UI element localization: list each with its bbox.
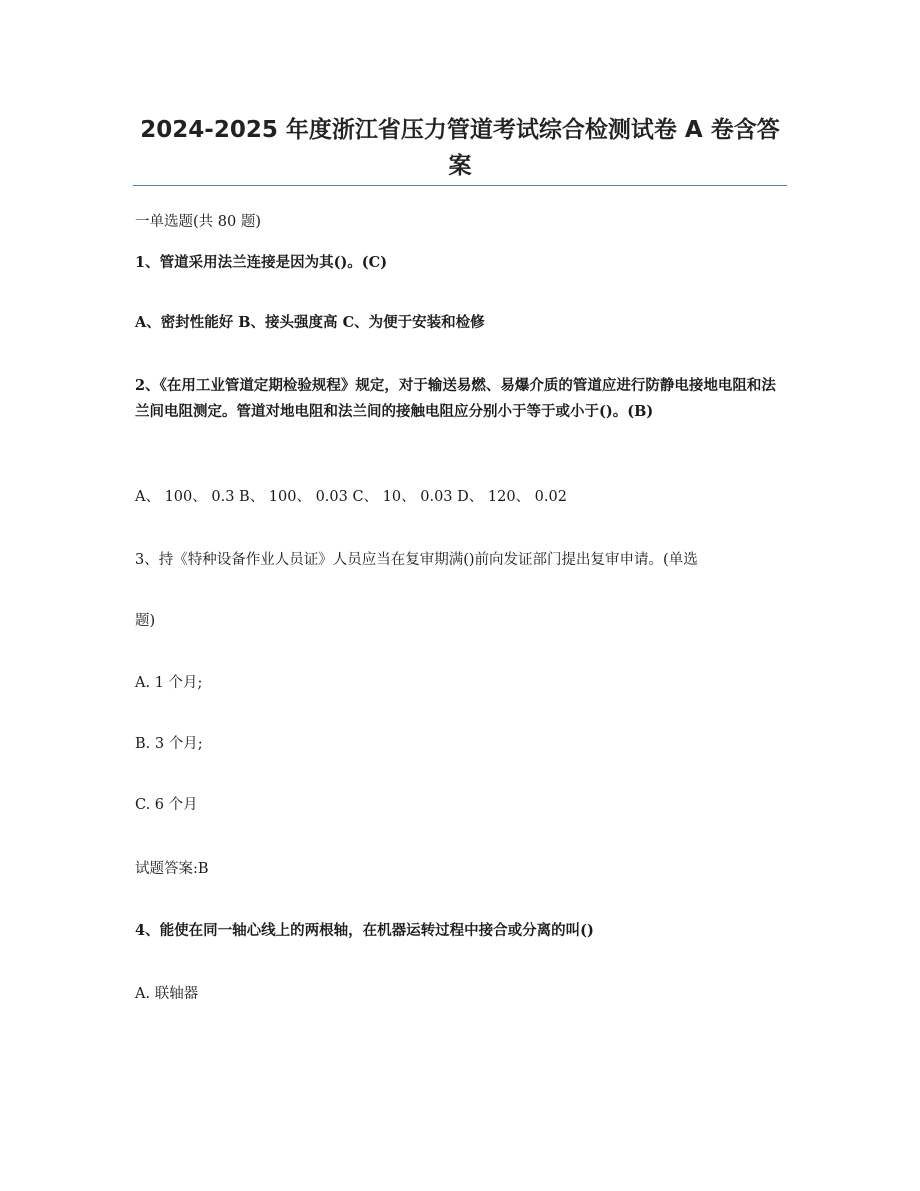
- question-4-option-a: A. 联轴器: [135, 986, 199, 1002]
- question-3-option-a: A. 1 个月;: [135, 675, 203, 691]
- section-header: 一单选题(共 80 题): [135, 214, 261, 230]
- question-3-answer: 试题答案:B: [135, 861, 209, 877]
- question-1-options: A、密封性能好 B、接头强度高 C、为便于安装和检修: [135, 314, 485, 331]
- question-3-stem-line1: 3、持《特种设备作业人员证》人员应当在复审期满()前向发证部门提出复审申请。(单选: [135, 552, 698, 568]
- document-title: 2024-2025 年度浙江省压力管道考试综合检测试卷 A 卷含答案: [140, 117, 780, 179]
- question-3-stem-line2: 题): [135, 613, 156, 629]
- question-3-option-c: C. 6 个月: [135, 797, 198, 813]
- question-4-stem: 4、能使在同一轴心线上的两根轴，在机器运转过程中接合或分离的叫(): [135, 922, 594, 939]
- question-1-stem: 1、管道采用法兰连接是因为其()。(C): [135, 254, 388, 271]
- title-divider: [133, 185, 787, 186]
- question-2-options: A、 100、 0.3 B、 100、 0.03 C、 10、 0.03 D、 120、 0.02: [135, 489, 567, 505]
- question-2-stem: 2、《在用工业管道定期检验规程》规定，对于输送易燃、易爆介质的管道应进行防静电接地电阻和法兰间电阻测定。管道对地电阻和法兰间的接触电阻应分别小于等于或小于()。(B): [135, 377, 776, 420]
- question-3-option-b: B. 3 个月;: [135, 736, 203, 752]
